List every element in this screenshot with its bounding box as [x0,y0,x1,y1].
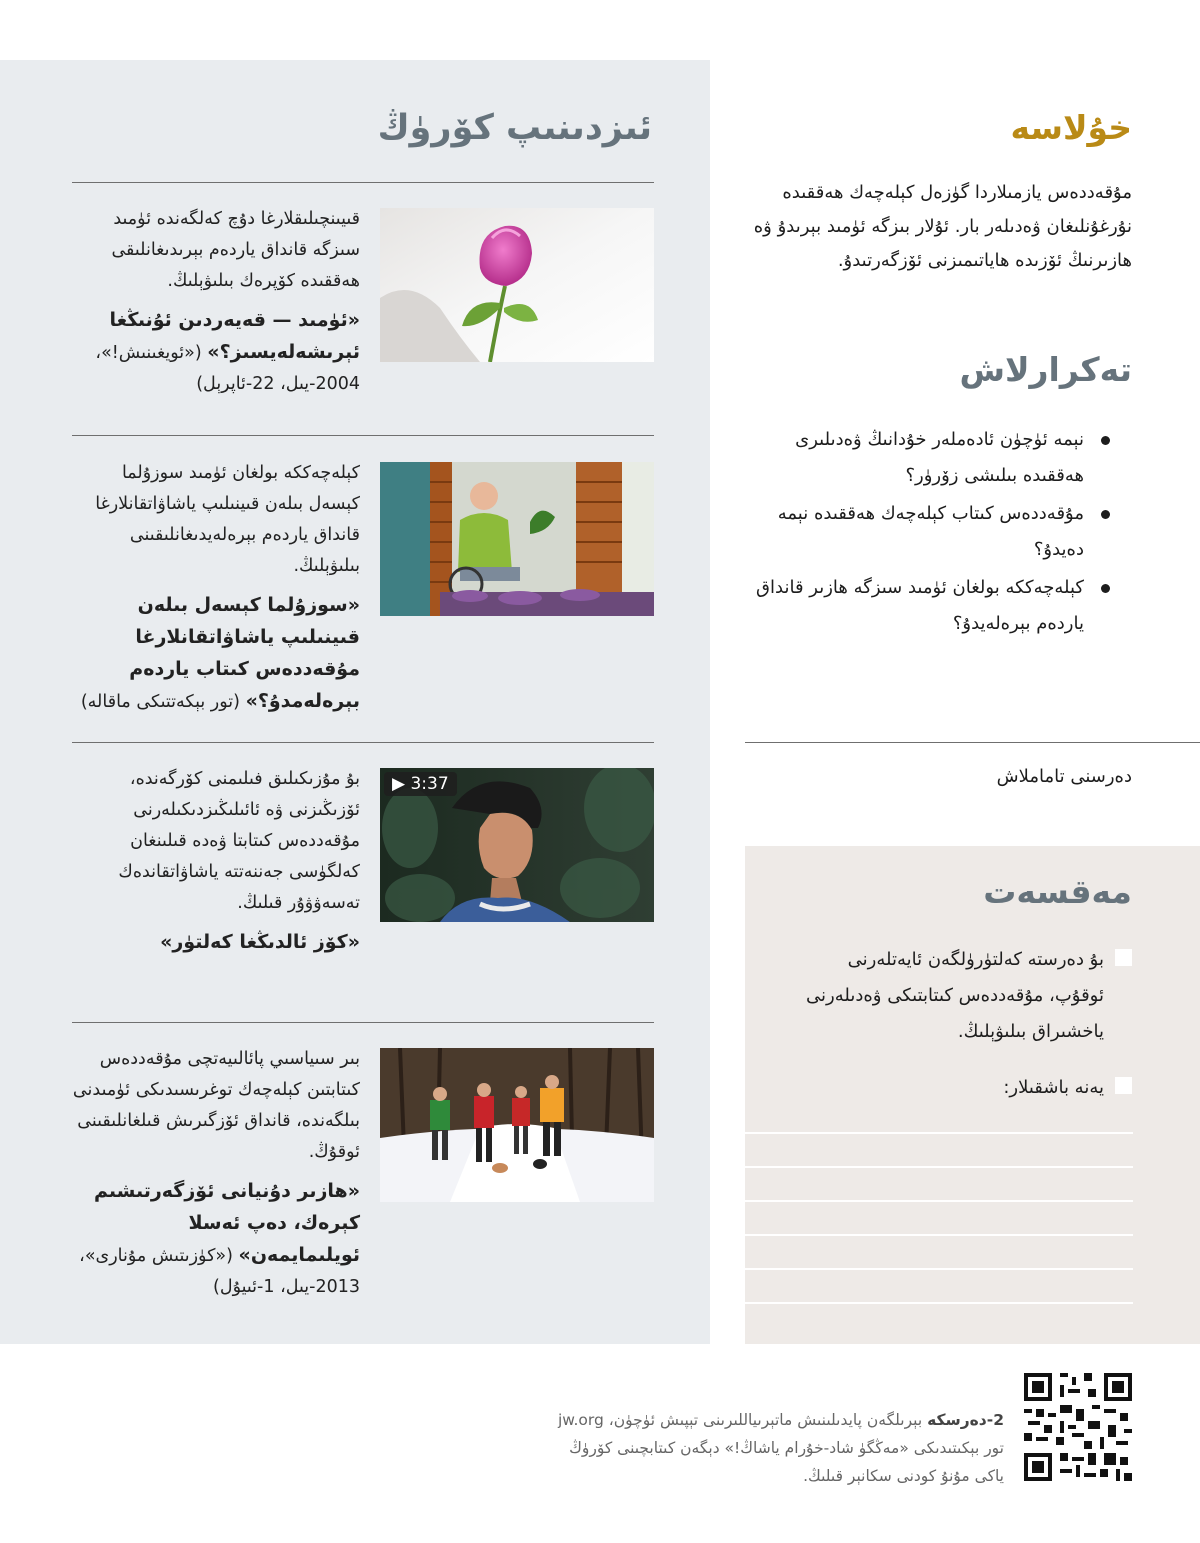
review-title: تەكرارلاش [959,350,1132,389]
explore-title: ئىزدىنىپ كۆرۈڭ [377,108,652,148]
goal-item-other[interactable]: يەنە باشقىلار: [802,1070,1132,1106]
divider [72,182,654,183]
item-description: قىيىنچىلىقلارغا دۇچ كەلگەندە ئۈمىد سىزگە قانداق ياردەم بېرىدىغانلىقى ھەققىدە كۆپرەك بىلىۋېلىڭ. [111,209,360,291]
explore-item-text [72,1044,360,1303]
item-description: بىر سىياسىي پائالىيەتچى مۇقەددەس كىتابتىن كېلەچەك توغرىسىدىكى ئۈمىدنى بىلگەندە، قانداق ئۆزگىرىش قىلغانلىقىنى ئوقۇڭ. [72,1049,360,1162]
explore-item-flower[interactable] [72,208,654,428]
bullet-icon [1101,584,1110,593]
review-question: مۇقەددەس كىتاب كېلەچەك ھەققىدە نېمە دەيدۇ؟ [732,496,1132,568]
goal-title: مەقسەت [983,872,1132,911]
writing-line[interactable] [745,1132,1133,1134]
pink-flower-image [380,208,654,362]
summary-title: خۇلاسە [1010,108,1132,147]
writing-line[interactable] [745,1166,1133,1168]
video-duration: 3:37 [410,774,449,794]
review-question: نېمە ئۈچۈن ئادەملەر خۇدانىڭ ۋەدىلىرى ھەققىدە بىلىشى زۆرۈر؟ [732,422,1132,494]
explore-item-text [72,458,360,718]
explore-item-text [72,764,360,959]
writing-line[interactable] [745,1268,1133,1270]
family-walking-in-snow-image [380,1048,654,1202]
item-reference[interactable] [72,590,360,718]
footer-text: بېرىلگەن پايدىلىنىش ماتېرىياللىرىنى تېپىش ئۈچۈن، jw.org تور بېكىتىدىكى «مەڭگۈ شاد-خۇرام ياشاڭ!» دېگەن كىتابچىنى كۆرۈڭ ياكى مۇنۇ كودنى سكانېر قىلىڭ. [557,1411,1004,1485]
divider [72,742,654,743]
footer-note [544,1406,1004,1490]
item-ref-title[interactable]: «ئۈمىد — قەيەردىن ئۇنىڭغا ئېرىشەلەيسىز؟» [109,309,360,363]
item-reference[interactable] [72,1176,360,1303]
man-in-wheelchair-image [380,462,654,616]
explore-item-wheelchair[interactable] [72,462,654,722]
item-ref-title[interactable]: «ھازىر دۇنيانى ئۆزگەرتىشىم كېرەك، دەپ ئەسلا ئويلىمايمەن» [93,1180,360,1266]
footer-lesson-label: 2-دەرسكە [927,1411,1004,1429]
divider [72,1022,654,1023]
video-duration-badge [384,772,457,796]
item-ref-title[interactable]: «كۆز ئالدىڭغا كەلتۈر» [160,931,360,953]
explore-item-text [72,204,360,400]
qr-code-icon[interactable] [1024,1373,1132,1481]
item-ref-source: («كۈزىتىش مۇنارى»، 2013-يىل، 1-ئىيۇل) [79,1246,360,1297]
item-description: كېلەچەككە بولغان ئۈمىد سوزۇلما كېسەل بىلەن قىينىلىپ ياشاۋاتقانلارغا قانداق ياردەم بېرەلەيدىغانلىقىنى بىلىۋېلىڭ. [95,463,360,576]
checkbox-icon[interactable] [1115,949,1132,966]
bullet-icon [1101,436,1110,445]
item-ref-title[interactable]: «سوزۇلما كېسەل بىلەن قىينىلىپ ياشاۋاتقانلارغا مۇقەددەس كىتاب ياردەم بېرەلەمدۇ؟» [129,594,360,712]
explore-item-video[interactable] [72,768,654,998]
video-thumbnail[interactable] [380,768,654,922]
finish-lesson-label[interactable]: دەرسنى تاماملاش [996,766,1132,787]
review-question: كېلەچەككە بولغان ئۈمىد سىزگە ھازىر قانداق ياردەم بېرەلەيدۇ؟ [732,570,1132,642]
goal-box [745,846,1200,1344]
review-list [732,422,1132,644]
item-description: بۇ مۇزىكىلىق فىلىمنى كۆرگەندە، ئۆزىڭىزنى ۋە ئائىلىڭىزدىكىلەرنى مۇقەددەس كىتابتا ۋەدە قىلىنغان كەلگۈسى جەننەتتە ياشاۋاتقاندەك تەسەۋۋۇر قىلىڭ. [118,769,360,913]
item-reference[interactable] [72,305,360,400]
divider [72,435,654,436]
divider [745,742,1200,743]
summary-text: مۇقەددەس يازمىلاردا گۈزەل كېلەچەك ھەققىدە نۇرغۇنلىغان ۋەدىلەر بار. ئۇلار بىزگە ئۈمىد بېرىدۇ ۋە ھازىرنىڭ ئۆزىدە ھاياتىمىزنى ئۆزگەرتىدۇ. [753,182,1132,271]
item-ref-source: («ئويغىنىش!»، 2004-يىل، 22-ئاپرېل) [95,343,360,394]
writing-line[interactable] [745,1234,1133,1236]
item-reference[interactable] [72,927,360,959]
writing-line[interactable] [745,1302,1133,1304]
explore-item-activist[interactable] [72,1048,654,1308]
checkbox-icon[interactable] [1115,1077,1132,1094]
play-icon: ▶ [392,774,406,794]
item-ref-source: (تور بېكەتتىكى ماقالە) [80,692,240,712]
explore-panel [0,60,710,1344]
bullet-icon [1101,510,1110,519]
goal-item[interactable]: بۇ دەرستە كەلتۈرۈلگەن ئايەتلەرنى ئوقۇپ، مۇقەددەس كىتابتىكى ۋەدىلەرنى ياخشىراق بىلىۋېلىڭ. [802,942,1132,1050]
writing-line[interactable] [745,1200,1133,1202]
